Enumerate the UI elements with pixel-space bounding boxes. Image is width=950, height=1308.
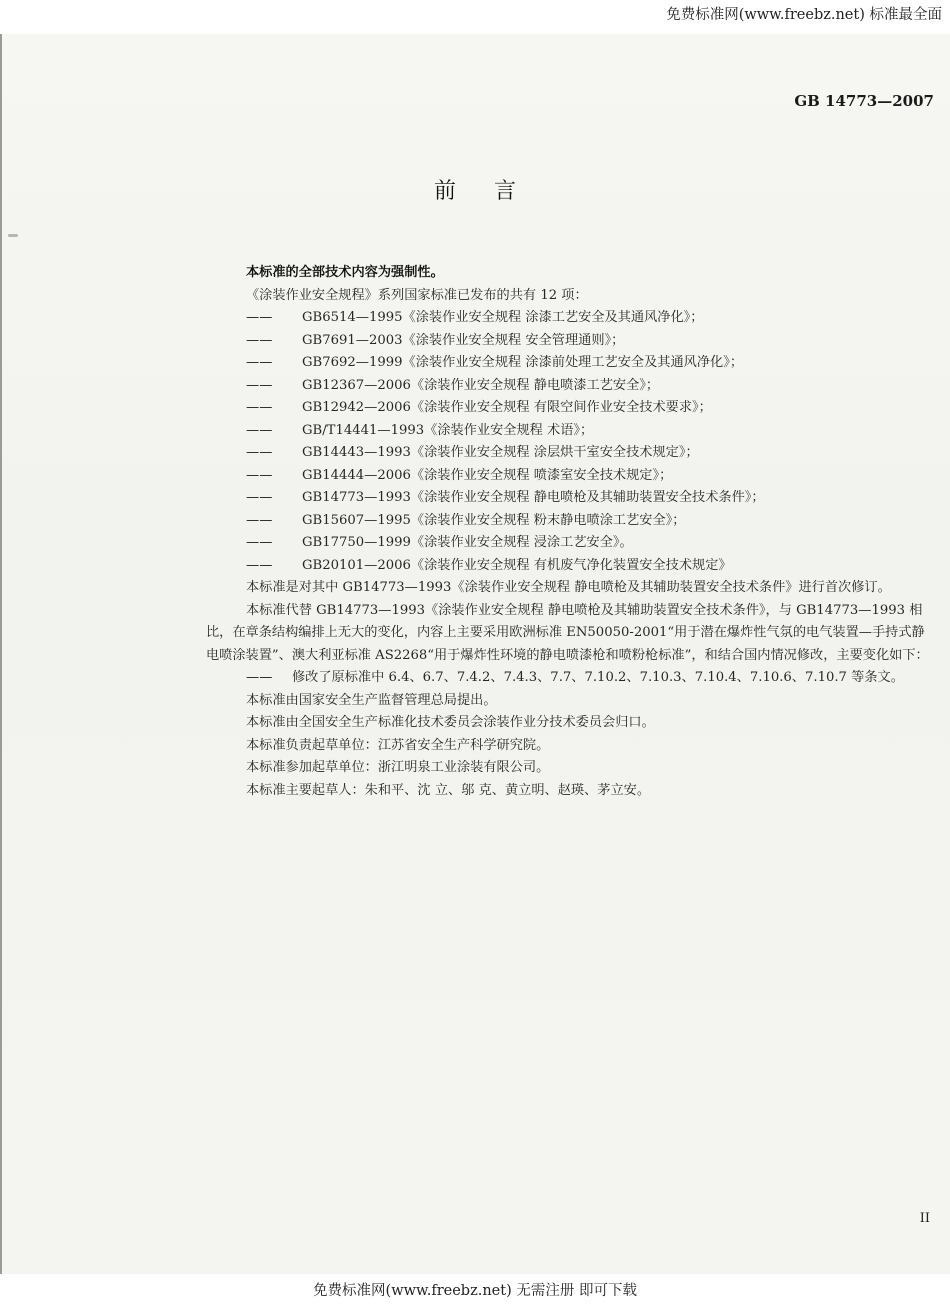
- list-item-text: GB17750—1999《涂装作业安全规程 浸涂工艺安全》。: [302, 535, 633, 550]
- list-item-text: GB7691—2003《涂装作业安全规程 安全管理通则》；: [302, 332, 625, 348]
- list-item: [246, 510, 936, 533]
- list-item-text: GB12367—2006《涂装作业安全规程 静电喷漆工艺安全》；: [302, 377, 660, 393]
- list-item-text: GB6514—1995《涂装作业安全规程 涂漆工艺安全及其通风净化》；: [302, 310, 704, 325]
- list-item: [246, 532, 936, 555]
- top-banner: 免费标准网(www.freebz.net) 标准最全面: [666, 0, 950, 34]
- drafting-unit: 本标准负责起草单位：江苏省安全生产科学研究院。: [246, 737, 550, 753]
- page-number: II: [919, 1211, 930, 1226]
- list-item: [246, 442, 936, 465]
- list-item-text: GB12942—2006《涂装作业安全规程 有限空间作业安全技术要求》；: [302, 400, 712, 415]
- dash-marker: ——: [246, 557, 273, 573]
- list-item: [246, 555, 936, 578]
- proposed-by: 本标准由国家安全生产监督管理总局提出。: [246, 692, 497, 708]
- revision-paragraph: 本标准是对其中 GB14773—1993《涂装作业安全规程 静电喷枪及其辅助装置安全技术条件》进行首次修订。: [246, 580, 891, 595]
- scanned-page: [0, 34, 950, 1274]
- standards-list: [246, 307, 936, 577]
- dash-marker: ——: [246, 422, 273, 438]
- list-item-text: GB15607—1995《涂装作业安全规程 粉末静电喷涂工艺安全》；: [302, 512, 686, 528]
- main-drafters: 本标准主要起草人：朱和平、沈 立、邬 克、黄立明、赵瑛、茅立安。: [246, 782, 651, 798]
- dash-marker: ——: [246, 512, 273, 528]
- list-item: [246, 375, 936, 398]
- participating-unit: 本标准参加起草单位：浙江明泉工业涂装有限公司。: [246, 760, 550, 775]
- dash-marker: ——: [246, 467, 273, 483]
- standard-code: GB 14773—2007: [794, 92, 934, 110]
- list-item: [246, 307, 936, 330]
- centralized-by: 本标准由全国安全生产标准化技术委员会涂装作业分技术委员会归口。: [246, 715, 655, 730]
- list-item: [246, 330, 936, 353]
- page-title: 前言: [433, 179, 554, 204]
- replacement-paragraph: 本标准代替 GB14773—1993《涂装作业安全规程 静电喷枪及其辅助装置安全技术条件》，与 GB14773—1993 相比，在章条结构编排上无大的变化，内容上主要采用欧洲标准 EN50050-2001“用于潜在爆炸性气氛的电气装置—手持式静电喷涂装置”、澳大利亚标准 AS2268“用于爆炸性环境的静电喷漆枪和喷粉枪标准”，和结合国内情况修改，主要变化如下：: [206, 602, 929, 663]
- list-item-text: GB7692—1999《涂装作业安全规程 涂漆前处理工艺安全及其通风净化》；: [302, 355, 743, 370]
- modification-text: 修改了原标准中 6.4、6.7、7.4.2、7.4.3、7.7、7.10.2、7.10.3、7.10.4、7.10.6、7.10.7 等条文。: [292, 670, 904, 685]
- list-item: [246, 465, 936, 488]
- dash-marker: ——: [246, 490, 273, 505]
- list-item-text: GB14773—1993《涂装作业安全规程 静电喷枪及其辅助装置安全技术条件》；: [302, 490, 765, 505]
- dash-marker: ——: [246, 332, 273, 348]
- dash-marker: ——: [246, 355, 273, 370]
- dash-marker: ——: [246, 400, 273, 415]
- dash-marker: ——: [246, 445, 273, 460]
- mandatory-statement: 本标准的全部技术内容为强制性。: [246, 265, 444, 280]
- list-item-text: GB/T14441—1993《涂装作业安全规程 术语》；: [302, 422, 594, 438]
- list-item: [246, 352, 936, 375]
- scan-mark: [8, 234, 18, 237]
- dash-marker: ——: [246, 670, 273, 685]
- list-item-text: GB20101—2006《涂装作业安全规程 有机废气净化装置安全技术规定》: [302, 557, 732, 573]
- dash-marker: ——: [246, 377, 273, 393]
- preface-body: [206, 262, 936, 802]
- list-item: [246, 397, 936, 420]
- list-item: [246, 487, 936, 510]
- list-item-text: GB14443—1993《涂装作业安全规程 涂层烘干室安全技术规定》；: [302, 445, 699, 460]
- list-item: [246, 420, 936, 443]
- dash-marker: ——: [246, 535, 273, 550]
- list-item-text: GB14444—2006《涂装作业安全规程 喷漆室安全技术规定》；: [302, 467, 673, 483]
- series-intro: 《涂装作业安全规程》系列国家标准已发布的共有 12 项：: [246, 287, 588, 303]
- modification-item: [246, 667, 936, 690]
- scan-edge: [0, 34, 2, 1274]
- bottom-banner: 免费标准网(www.freebz.net) 无需注册 即可下载: [0, 1274, 950, 1308]
- dash-marker: ——: [246, 310, 273, 325]
